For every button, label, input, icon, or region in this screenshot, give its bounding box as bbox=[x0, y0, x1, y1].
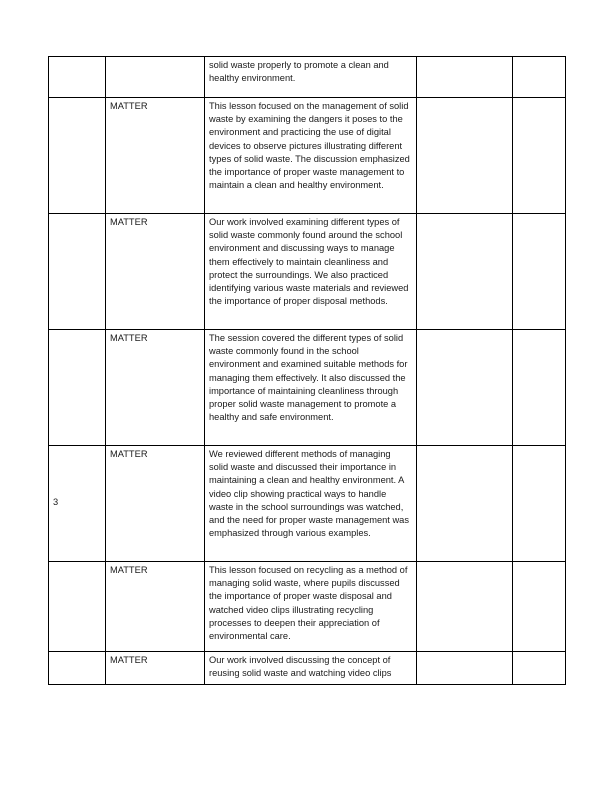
summary-cell: This lesson focused on the management of solid waste by examining the dangers it poses to the environment and practicing the use of digital devices to observe pictures illustrating different types of solid waste. The discussion emphasized the importance of proper waste management to maintain a clean and healthy environment. bbox=[205, 98, 417, 214]
summary-cell: This lesson focused on recycling as a method of managing solid waste, where pupils discussed the importance of proper waste disposal and watched video clips illustrating recycling processes to deepen their appreciation of environmental care. bbox=[205, 562, 417, 652]
signature-cell bbox=[513, 652, 566, 685]
week-cell bbox=[49, 330, 106, 446]
table-row bbox=[49, 98, 566, 214]
week-cell: 3 bbox=[49, 446, 106, 562]
signature-cell bbox=[513, 214, 566, 330]
table-row bbox=[49, 57, 566, 98]
remark-cell bbox=[417, 562, 513, 652]
signature-cell bbox=[513, 562, 566, 652]
summary-cell: The session covered the different types of solid waste commonly found in the school environment and examined suitable methods for managing them effectively. It also discussed the importance of maintaining cleanliness through proper solid waste management to promote a healthy and safe environment. bbox=[205, 330, 417, 446]
table-row bbox=[49, 214, 566, 330]
topic-cell: MATTER bbox=[106, 98, 205, 214]
week-cell bbox=[49, 57, 106, 98]
remark-cell bbox=[417, 330, 513, 446]
summary-cell: solid waste properly to promote a clean and healthy environment. bbox=[205, 57, 417, 98]
topic-cell: MATTER bbox=[106, 652, 205, 685]
lesson-log-table bbox=[48, 56, 566, 685]
remark-cell bbox=[417, 98, 513, 214]
summary-cell: Our work involved examining different types of solid waste commonly found around the school environment and discussing ways to manage them effectively to maintain cleanliness and protect the surroundings. We also practiced identifying various waste materials and reviewed the importance of proper disposal methods. bbox=[205, 214, 417, 330]
signature-cell bbox=[513, 98, 566, 214]
remark-cell bbox=[417, 652, 513, 685]
table-row bbox=[49, 562, 566, 652]
remark-cell bbox=[417, 57, 513, 98]
topic-cell: MATTER bbox=[106, 562, 205, 652]
summary-cell: Our work involved discussing the concept of reusing solid waste and watching video clips bbox=[205, 652, 417, 685]
week-cell bbox=[49, 562, 106, 652]
summary-cell: We reviewed different methods of managing solid waste and discussed their importance in maintaining a clean and healthy environment. A video clip showing practical ways to handle waste in the school surroundings was watched, and the need for proper waste management was emphasized through various examples. bbox=[205, 446, 417, 562]
remark-cell bbox=[417, 446, 513, 562]
topic-cell bbox=[106, 57, 205, 98]
signature-cell bbox=[513, 446, 566, 562]
table-row bbox=[49, 330, 566, 446]
week-cell bbox=[49, 652, 106, 685]
week-cell bbox=[49, 98, 106, 214]
topic-cell: MATTER bbox=[106, 330, 205, 446]
week-cell bbox=[49, 214, 106, 330]
signature-cell bbox=[513, 57, 566, 98]
signature-cell bbox=[513, 330, 566, 446]
table-row bbox=[49, 652, 566, 685]
topic-cell: MATTER bbox=[106, 446, 205, 562]
table-row bbox=[49, 446, 566, 562]
remark-cell bbox=[417, 214, 513, 330]
topic-cell: MATTER bbox=[106, 214, 205, 330]
